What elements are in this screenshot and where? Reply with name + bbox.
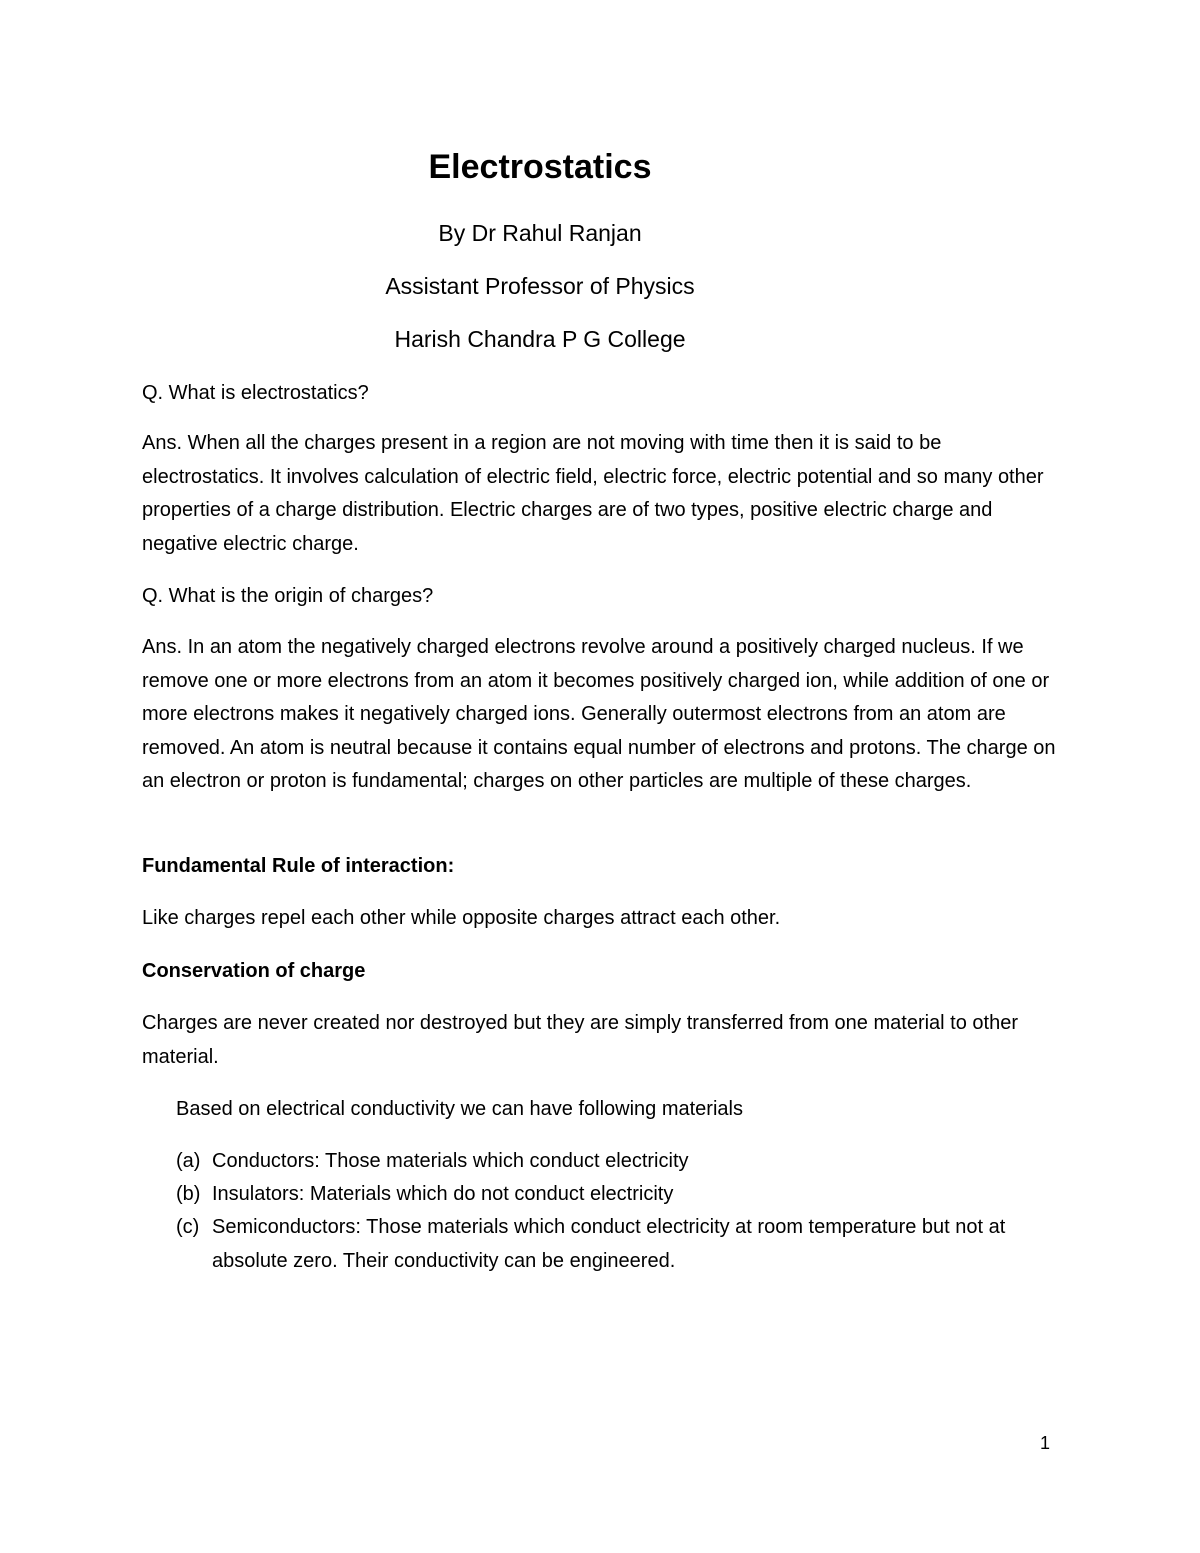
list-item [176, 1211, 1066, 1277]
conservation-text: Charges are never created nor destroyed but they are simply transferred from one material to other material. [142, 1012, 1018, 1068]
list-item-text: Conductors: Those materials which conduct electricity [212, 1150, 689, 1172]
page-number: 1 [1040, 1433, 1051, 1453]
interaction-text: Like charges repel each other while opposite charges attract each other. [142, 907, 781, 929]
list-marker: (c) [176, 1216, 200, 1239]
interaction-heading: Fundamental Rule of interaction: [142, 855, 455, 877]
list-marker: (a) [176, 1150, 201, 1172]
college-line: Harish Chandra P G College [394, 326, 686, 352]
materials-list [176, 1145, 1066, 1278]
list-item-text: Insulators: Materials which do not conduct electricity [212, 1183, 674, 1206]
author-line: By Dr Rahul Ranjan [438, 220, 642, 246]
list-item [176, 1178, 1066, 1211]
answer-2: Ans. In an atom the negatively charged electrons revolve around a positively charged nucleus. If we remove one or more electrons from an atom it becomes positively charged ion, while addition of one or more electrons makes it negatively charged ions. Generally outermost electrons from an atom are removed. An atom is neutral because it contains equal number of electrons and protons. The charge on an electron or proton is fundamental; charges on other particles are multiple of these charges. [142, 636, 1056, 793]
list-marker: (b) [176, 1183, 201, 1206]
conservation-heading: Conservation of charge [142, 960, 366, 982]
list-item [176, 1145, 1066, 1178]
question-1: Q. What is electrostatics? [142, 382, 369, 404]
materials-intro: Based on electrical conductivity we can have following materials [176, 1098, 743, 1120]
designation-line: Assistant Professor of Physics [385, 273, 695, 299]
page-title: Electrostatics [428, 148, 652, 186]
list-item-text: Semiconductors: Those materials which conduct electricity at room temperature but not at absolute zero. Their conductivity can be engineered. [212, 1216, 1006, 1272]
question-2: Q. What is the origin of charges? [142, 585, 434, 607]
answer-1: Ans. When all the charges present in a region are not moving with time then it is said to be electrostatics. It involves calculation of electric field, electric force, electric potential and so many other properties of a charge distribution. Electric charges are of two types, positive electric charge and negative electric charge. [142, 432, 1044, 555]
